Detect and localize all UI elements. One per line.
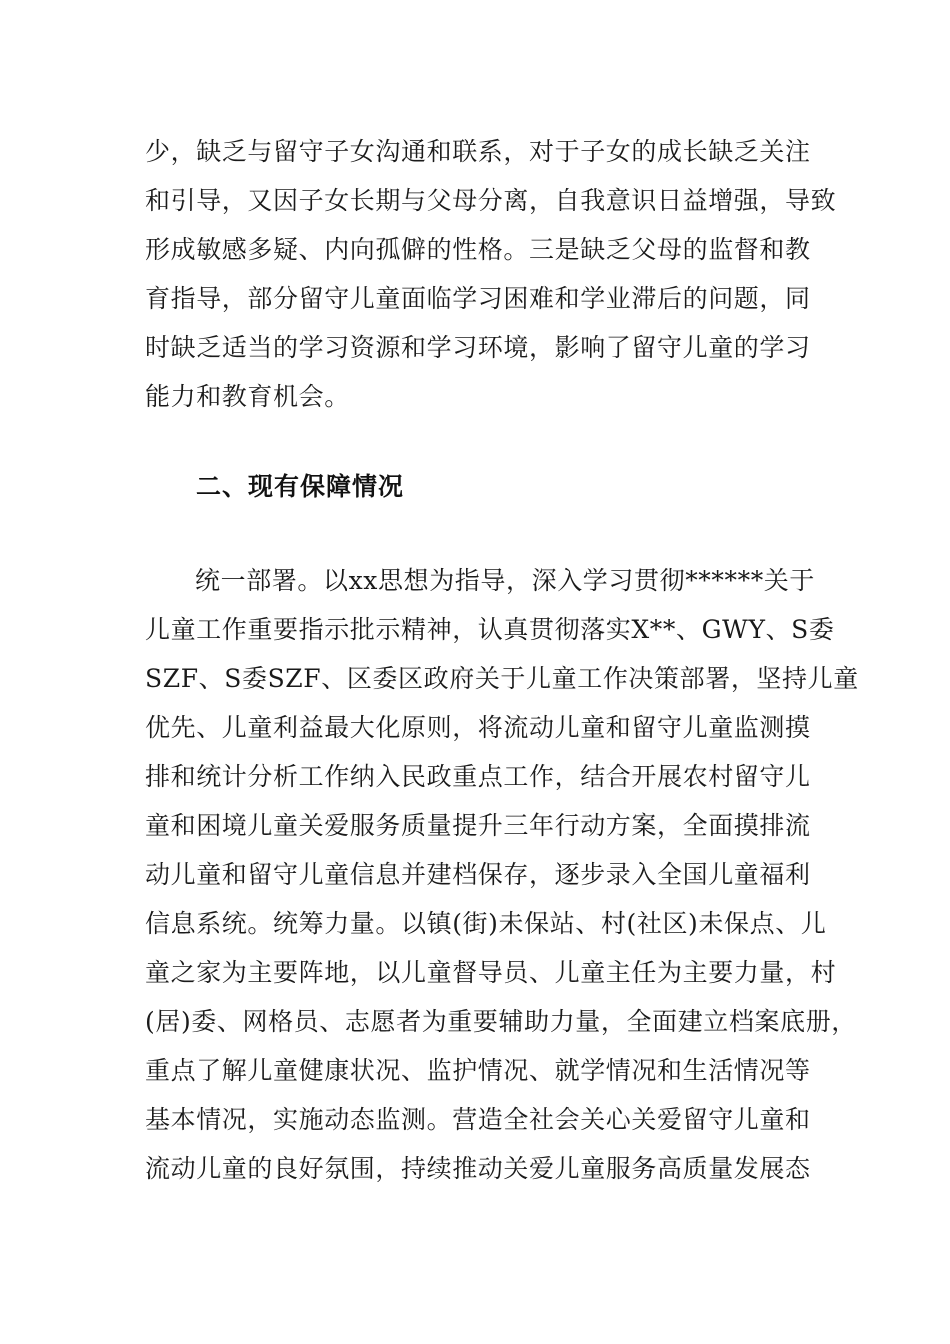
paragraph-line: 童之家为主要阵地，以儿童督导员、儿童主任为主要力量，村 [145, 958, 837, 987]
paragraph-line: 形成敏感多疑、内向孤僻的性格。三是缺乏父母的监督和教 [145, 235, 811, 264]
paragraph-line: 儿童工作重要指示批示精神，认真贯彻落实X**、GWY、S委 [145, 615, 835, 644]
paragraph-line: 优先、儿童利益最大化原则，将流动儿童和留守儿童监测摸 [145, 713, 811, 742]
paragraph-line: 能力和教育机会。 [145, 382, 350, 411]
paragraph-line: 基本情况，实施动态监测。营造全社会关心关爱留守儿童和 [145, 1105, 811, 1134]
paragraph-line: 重点了解儿童健康状况、监护情况、就学情况和生活情况等 [145, 1056, 811, 1085]
paragraph-line: 统一部署。以xx思想为指导，深入学习贯彻******关于 [195, 566, 815, 595]
paragraph-line: 少，缺乏与留守子女沟通和联系，对于子女的成长缺乏关注 [145, 137, 811, 166]
paragraph-line: 流动儿童的良好氛围，持续推动关爱儿童服务高质量发展态 [145, 1154, 811, 1183]
paragraph-line: 排和统计分析工作纳入民政重点工作，结合开展农村留守儿 [145, 762, 811, 791]
paragraph-line: 育指导，部分留守儿童面临学习困难和学业滞后的问题，同 [145, 284, 811, 313]
paragraph-line: (居)委、网格员、志愿者为重要辅助力量，全面建立档案底册， [145, 1007, 857, 1036]
paragraph-line: 动儿童和留守儿童信息并建档保存，逐步录入全国儿童福利 [145, 860, 811, 889]
section-heading: 二、现有保障情况 [196, 472, 405, 501]
paragraph-line: SZF、S委SZF、区委区政府关于儿童工作决策部署，坚持儿童 [145, 664, 859, 693]
paragraph-line: 和引导，又因子女长期与父母分离，自我意识日益增强，导致 [145, 186, 837, 215]
paragraph-existing-safeguards [145, 556, 859, 1193]
paragraph-left-behind-children-issues [145, 127, 837, 421]
paragraph-line: 时缺乏适当的学习资源和学习环境，影响了留守儿童的学习 [145, 333, 811, 362]
paragraph-line: 信息系统。统筹力量。以镇(街)未保站、村(社区)未保点、儿 [145, 909, 827, 938]
paragraph-line: 童和困境儿童关爱服务质量提升三年行动方案，全面摸排流 [145, 811, 811, 840]
